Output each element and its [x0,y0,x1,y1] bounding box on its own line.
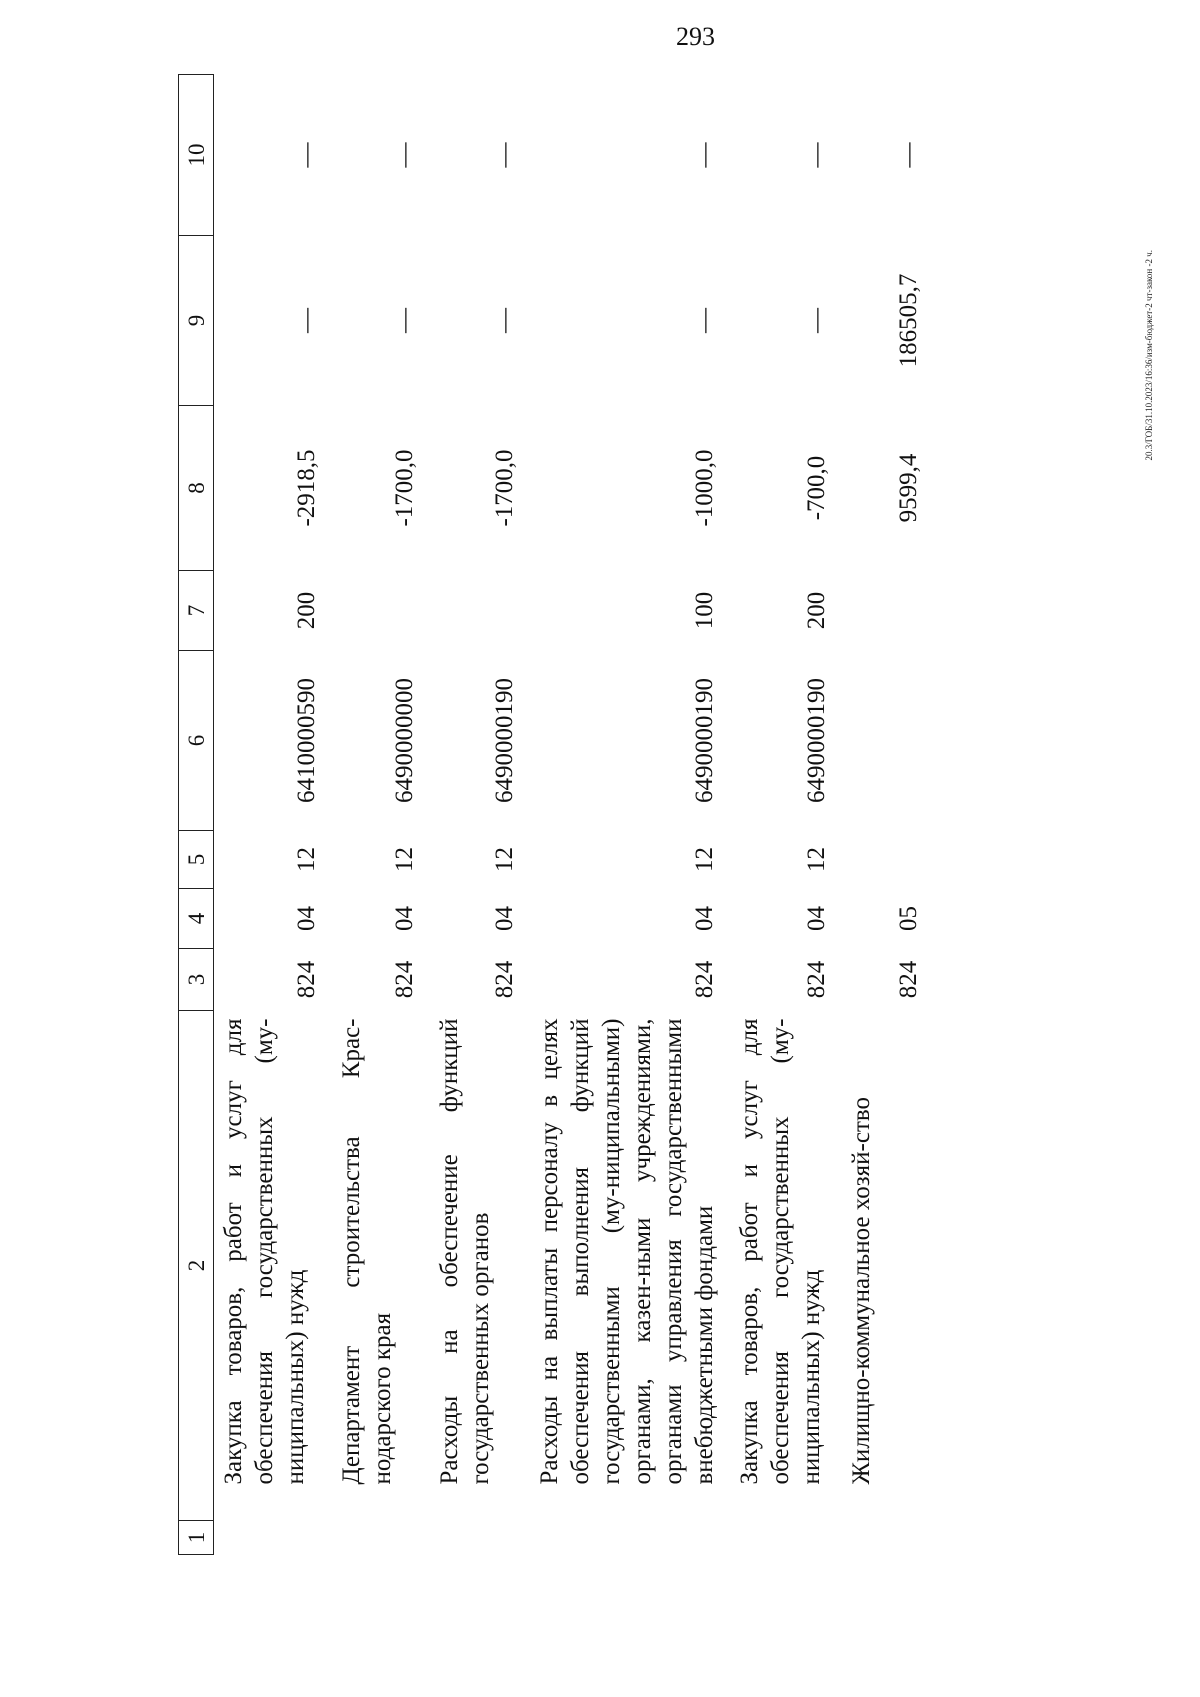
col-header-9: 9 [179,236,214,406]
row-description: Закупка товаров, работ и услуг для обеспечения государственных (му-ниципальных) нужд [735,1018,825,1485]
row-description: Закупка товаров, работ и услуг для обеспечения государственных (му-ниципальных) нужд [220,1018,309,1485]
col-header-8: 8 [179,406,214,571]
table-body [214,75,934,1555]
budget-table [178,74,934,1555]
subsection-code-cell: 12 [390,847,418,872]
subsection-code-cell: 12 [490,847,518,872]
amount-col10-cell: — [292,142,320,168]
subsection-code-cell: 12 [292,847,320,872]
amount-col9-cell: — [802,308,830,333]
amount-col9-cell: — [292,308,320,333]
col1-cell [842,1521,934,1555]
code-ved-cell: 824 [490,960,518,999]
col-header-4: 4 [179,889,214,949]
col1-cell [214,1521,332,1555]
amount-col9-cell: — [390,308,418,333]
expense-type-cell: 200 [292,591,320,630]
col-header-1: 1 [179,1521,214,1555]
target-code-cell: 6490000190 [490,678,518,803]
table-row [430,75,530,1555]
page-number: 293 [676,22,715,51]
amount-col9-cell: — [690,308,718,333]
code-ved-cell: 824 [292,960,320,999]
expense-type-cell [430,571,530,651]
target-code-cell: 6490000190 [690,678,718,803]
amount-change-cell: -700,0 [802,455,830,521]
table-row [730,75,842,1555]
section-code-cell: 04 [490,906,518,931]
amount-change-cell: 9599,4 [894,453,922,523]
section-code-cell: 05 [894,906,922,931]
subsection-code-cell: 12 [690,847,718,872]
table-row [214,75,332,1555]
code-ved-cell: 824 [390,960,418,999]
expense-type-cell [332,571,430,651]
amount-col10-cell: — [802,142,830,168]
col1-cell [730,1521,842,1555]
expense-type-cell [842,571,934,651]
amount-col10-cell: — [690,142,718,168]
amount-change-cell: -1700,0 [490,449,518,527]
target-code-cell: 6490000190 [802,678,830,803]
col1-cell [530,1521,730,1555]
subsection-code-cell: 12 [802,847,830,872]
col-header-2: 2 [179,1011,214,1521]
amount-col10-cell: — [490,142,518,168]
col1-cell [430,1521,530,1555]
row-description: Жилищно-коммунальное хозяй-ство [847,1096,875,1485]
subsection-code-cell [842,831,934,889]
column-number-header [179,75,214,1555]
col-header-7: 7 [179,571,214,651]
rotated-table-container [178,75,1068,1555]
amount-change-cell: -1000,0 [690,449,718,527]
amount-col9-cell: 186505,7 [894,273,922,368]
table-row [530,75,730,1555]
target-code-cell: 6410000590 [292,678,320,803]
expense-type-cell: 100 [690,591,718,630]
amount-change-cell: -1700,0 [390,449,418,527]
amount-col10-cell: — [390,142,418,168]
section-code-cell: 04 [292,906,320,931]
table-row [842,75,934,1555]
code-ved-cell: 824 [894,960,922,999]
col-header-6: 6 [179,651,214,831]
col-header-5: 5 [179,831,214,889]
section-code-cell: 04 [802,906,830,931]
section-code-cell: 04 [390,906,418,931]
code-ved-cell: 824 [690,960,718,999]
row-description: Расходы на выплаты персоналу в целях обеспечения выполнения функций государственными (му-ниципальными) органами, казен-ными учреждениями, органами управления государственными внебюджетными фондами [535,1018,718,1485]
footer-code-text: 20.3/ГОБ/31.10.2023/16:36/изм-бюджет-2 чт-закон -2 ч. [1144,250,1154,461]
col-header-3: 3 [179,949,214,1011]
col1-cell [332,1521,430,1555]
row-description: Департамент строительства Крас-нодарского края [337,1018,396,1485]
col-header-10: 10 [179,75,214,236]
section-code-cell: 04 [690,906,718,931]
amount-col10-cell: — [894,142,922,168]
amount-change-cell: -2918,5 [292,449,320,527]
target-code-cell [842,651,934,831]
target-code-cell: 6490000000 [390,678,418,803]
table-row [332,75,430,1555]
amount-col9-cell: — [490,308,518,333]
expense-type-cell: 200 [802,591,830,630]
row-description: Расходы на обеспечение функций государственных органов [435,1018,494,1485]
code-ved-cell: 824 [802,960,830,999]
